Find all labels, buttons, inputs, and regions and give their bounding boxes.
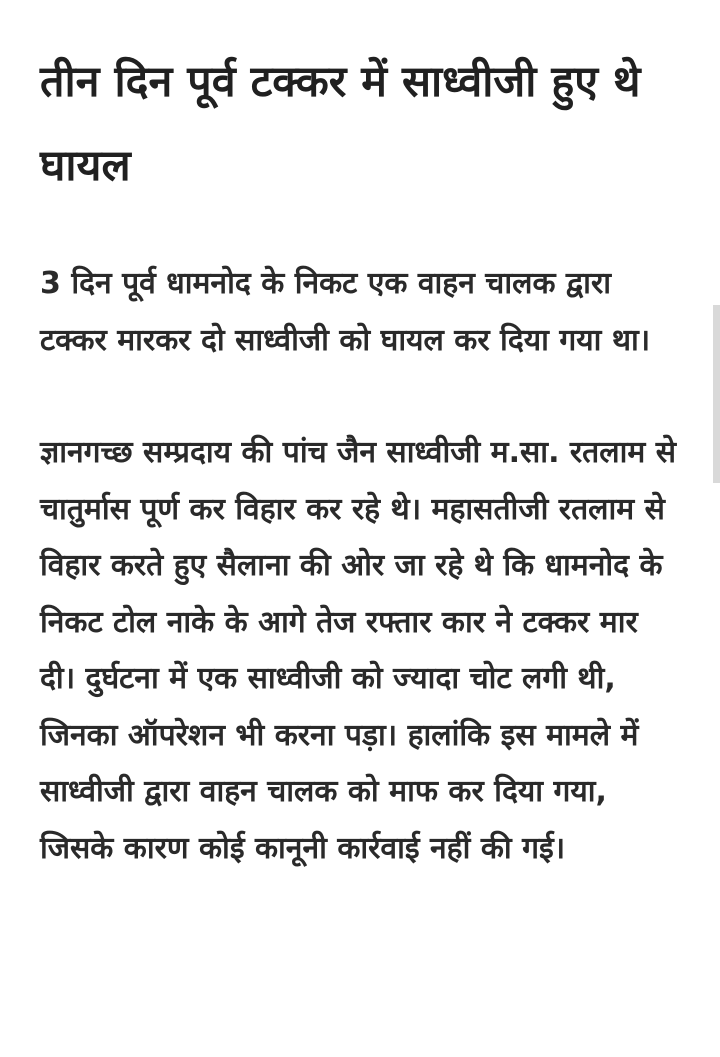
article-paragraph-1: 3 दिन पूर्व धामनोद के निकट एक वाहन चालक द्वारा टक्कर मारकर दो साध्वीजी को घायल कर दिया गया था। bbox=[40, 266, 651, 358]
article bbox=[40, 40, 680, 877]
article-headline: तीन दिन पूर्व टक्कर में साध्वीजी हुए थे घायल bbox=[40, 57, 641, 191]
article-paragraph-2: ज्ञानगच्छ सम्प्रदाय की पांच जैन साध्वीजी म.सा. रतलाम से चातुर्मास पूर्ण कर विहार कर रहे थे। महासतीजी रतलाम से विहार करते हुए सैलाना की ओर जा रहे थे कि धामनोद के निकट टोल नाके के आगे तेज रफ्तार कार ने टक्कर मार दी। दुर्घटना में एक साध्वीजी को ज्यादा चोट लगी थी, जिनका ऑपरेशन भी करना पड़ा। हालांकि इस मामले में साध्वीजी द्वारा वाहन चालक को माफ कर दिया गया, जिसके कारण कोई कानूनी कार्रवाई नहीं की गई। bbox=[40, 435, 677, 866]
scrollbar[interactable] bbox=[713, 305, 720, 483]
